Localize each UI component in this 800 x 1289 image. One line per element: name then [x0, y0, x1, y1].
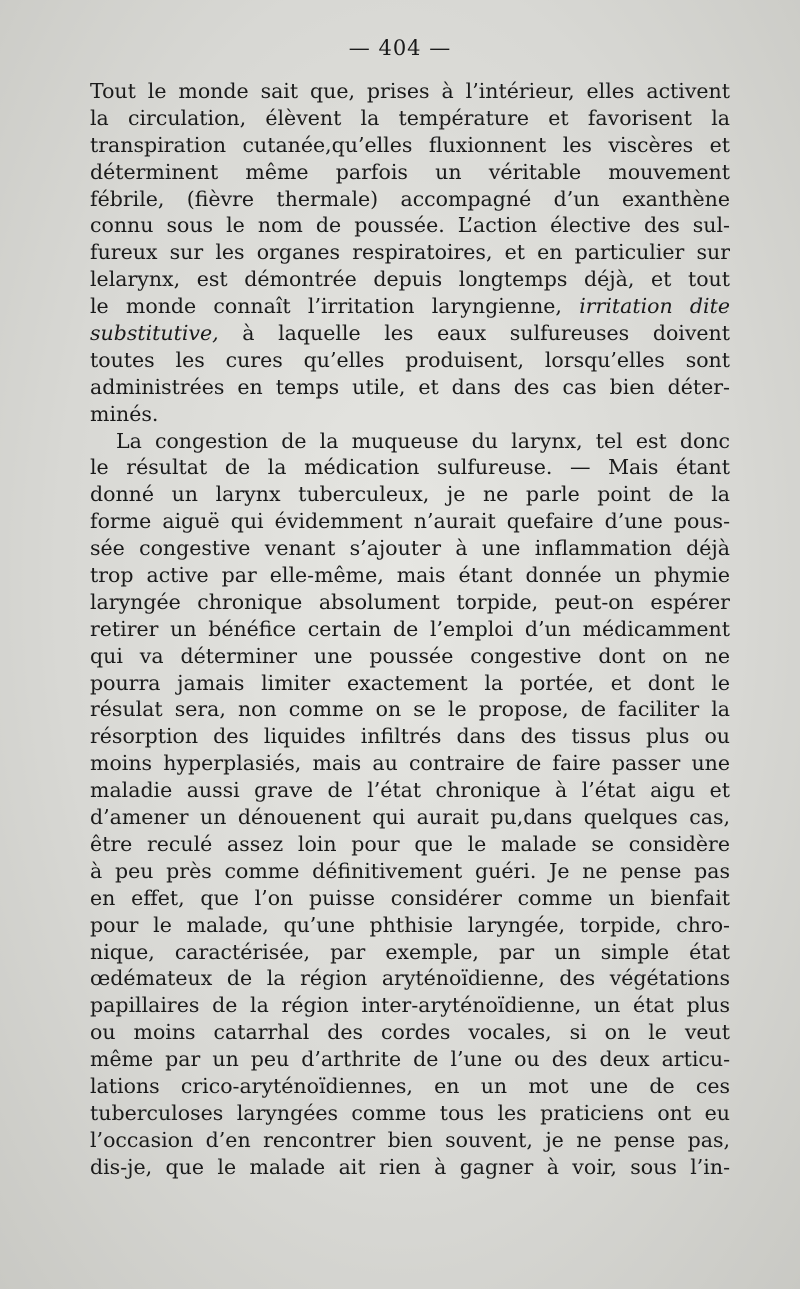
line-text: forme aiguë qui évidemment n’aurait quefaire d’une pous- — [90, 509, 730, 534]
text-line — [90, 186, 730, 213]
line-text: transpiration cutanée,qu’elles fluxionnent les viscères et — [90, 132, 730, 157]
line-text: trop active par elle-même, mais étant donnée un phymie — [90, 563, 730, 588]
line-text: résorption des liquides infiltrés dans des tissus plus ou — [90, 724, 730, 749]
line-text: l’occasion d’en rencontrer bien souvent, je ne pense pas, — [90, 1127, 730, 1152]
line-text: en effet, que l’on puisse considérer comme un bienfait — [90, 885, 730, 910]
text-line — [90, 965, 730, 992]
text-line — [90, 1019, 730, 1046]
text-line — [90, 777, 730, 804]
line-text: déterminent même parfois un véritable mouvement — [90, 159, 730, 184]
text-line — [90, 831, 730, 858]
line-text: œdémateux de la région aryténoïdienne, des végétations — [90, 966, 730, 991]
italic-phrase: substitutive, — [90, 321, 219, 346]
text-line — [90, 105, 730, 132]
line-text: dis-je, que le malade ait rien à gagner à voir, sous l’in- — [90, 1154, 730, 1179]
line-text: être reculé assez loin pour que le malade se considère — [90, 831, 730, 856]
text-line — [90, 535, 730, 562]
text-line — [90, 1046, 730, 1073]
line-text: pour le malade, qu’une phthisie laryngée, torpide, chro- — [90, 912, 730, 937]
text-line — [90, 939, 730, 966]
line-text: moins hyperplasiés, mais au contraire de faire passer une — [90, 751, 730, 776]
text-line — [90, 1100, 730, 1127]
text-line — [90, 212, 730, 239]
text-line — [90, 159, 730, 186]
line-text: maladie aussi grave de l’état chronique à l’état aigu et — [90, 778, 730, 803]
text-line — [90, 643, 730, 670]
line-text: lelarynx, est démontrée depuis longtemps déjà, et tout — [90, 267, 730, 292]
text-line — [90, 1073, 730, 1100]
line-text: ou moins catarrhal des cordes vocales, si on le veut — [90, 1020, 730, 1045]
text-line — [90, 266, 730, 293]
text-line — [90, 293, 730, 320]
text-line — [90, 320, 730, 347]
line-text: résulat sera, non comme on se le propose, de faciliter la — [90, 697, 730, 722]
body-text — [90, 78, 730, 1181]
line-text: sée congestive venant s’ajouter à une inflammation déjà — [90, 536, 730, 561]
line-text: fureux sur les organes respiratoires, et en particulier sur — [90, 240, 730, 265]
line-text: laryngée chronique absolument torpide, peut-on espérer — [90, 589, 730, 614]
text-line — [90, 454, 730, 481]
line-text: tuberculoses laryngées comme tous les praticiens ont eu — [90, 1100, 730, 1125]
line-text: qui va déterminer une poussée congestive dont on ne — [90, 643, 730, 668]
text-line — [90, 78, 730, 105]
page-number: — 404 — — [348, 36, 452, 60]
text-line — [90, 858, 730, 885]
text-line — [90, 239, 730, 266]
text-line — [90, 696, 730, 723]
line-text: la circulation, élèvent la température et favorisent la — [90, 105, 730, 130]
text-line — [90, 562, 730, 589]
line-text: à peu près comme définitivement guéri. Je ne pense pas — [90, 858, 730, 883]
line-text: minés. — [90, 401, 159, 426]
italic-phrase: irritation dite — [579, 294, 730, 319]
line-text: La congestion de la muqueuse du larynx, tel est donc — [116, 428, 730, 453]
line-text: papillaires de la région inter-aryténoïdienne, un état plus — [90, 993, 730, 1018]
text-line — [90, 1127, 730, 1154]
line-text: d’amener un dénouenent qui aurait pu,dans quelques cas, — [90, 805, 730, 830]
text-line — [90, 401, 730, 428]
text-line — [90, 885, 730, 912]
text-line — [90, 670, 730, 697]
text-line — [90, 589, 730, 616]
line-text: nique, caractérisée, par exemple, par un simple état — [90, 939, 730, 964]
text-line — [90, 374, 730, 401]
line-text: administrées en temps utile, et dans des cas bien déter- — [90, 374, 730, 399]
text-line — [90, 1154, 730, 1181]
line-text: fébrile, (fièvre thermale) accompagné d’un exanthène — [90, 186, 730, 211]
text-line — [90, 347, 730, 374]
line-text: connu sous le nom de poussée. L’action élective des sul- — [90, 213, 730, 238]
line-text: lations crico-aryténoïdiennes, en un mot une de ces — [90, 1073, 730, 1098]
text-line — [90, 723, 730, 750]
text-line — [90, 481, 730, 508]
line-text: même par un peu d’arthrite de l’une ou des deux articu- — [90, 1047, 730, 1072]
line-text: pourra jamais limiter exactement la portée, et dont le — [90, 670, 730, 695]
text-line — [90, 750, 730, 777]
line-text: le monde connaît l’irritation laryngienne, — [90, 294, 562, 319]
text-line — [90, 912, 730, 939]
line-text: retirer un bénéfice certain de l’emploi d’un médicamment — [90, 616, 730, 641]
line-text: le résultat de la médication sulfureuse. — Mais étant — [90, 455, 730, 480]
line-text: toutes les cures qu’elles produisent, lorsqu’elles sont — [90, 347, 730, 372]
text-line — [90, 428, 730, 455]
line-text: donné un larynx tuberculeux, je ne parle point de la — [90, 482, 730, 507]
text-line — [90, 804, 730, 831]
line-text: à laquelle les eaux sulfureuses doivent — [218, 321, 730, 346]
line-text: Tout le monde sait que, prises à l’intérieur, elles activent — [90, 79, 730, 103]
text-line — [90, 132, 730, 159]
text-line — [90, 508, 730, 535]
text-line — [90, 992, 730, 1019]
text-line — [90, 616, 730, 643]
